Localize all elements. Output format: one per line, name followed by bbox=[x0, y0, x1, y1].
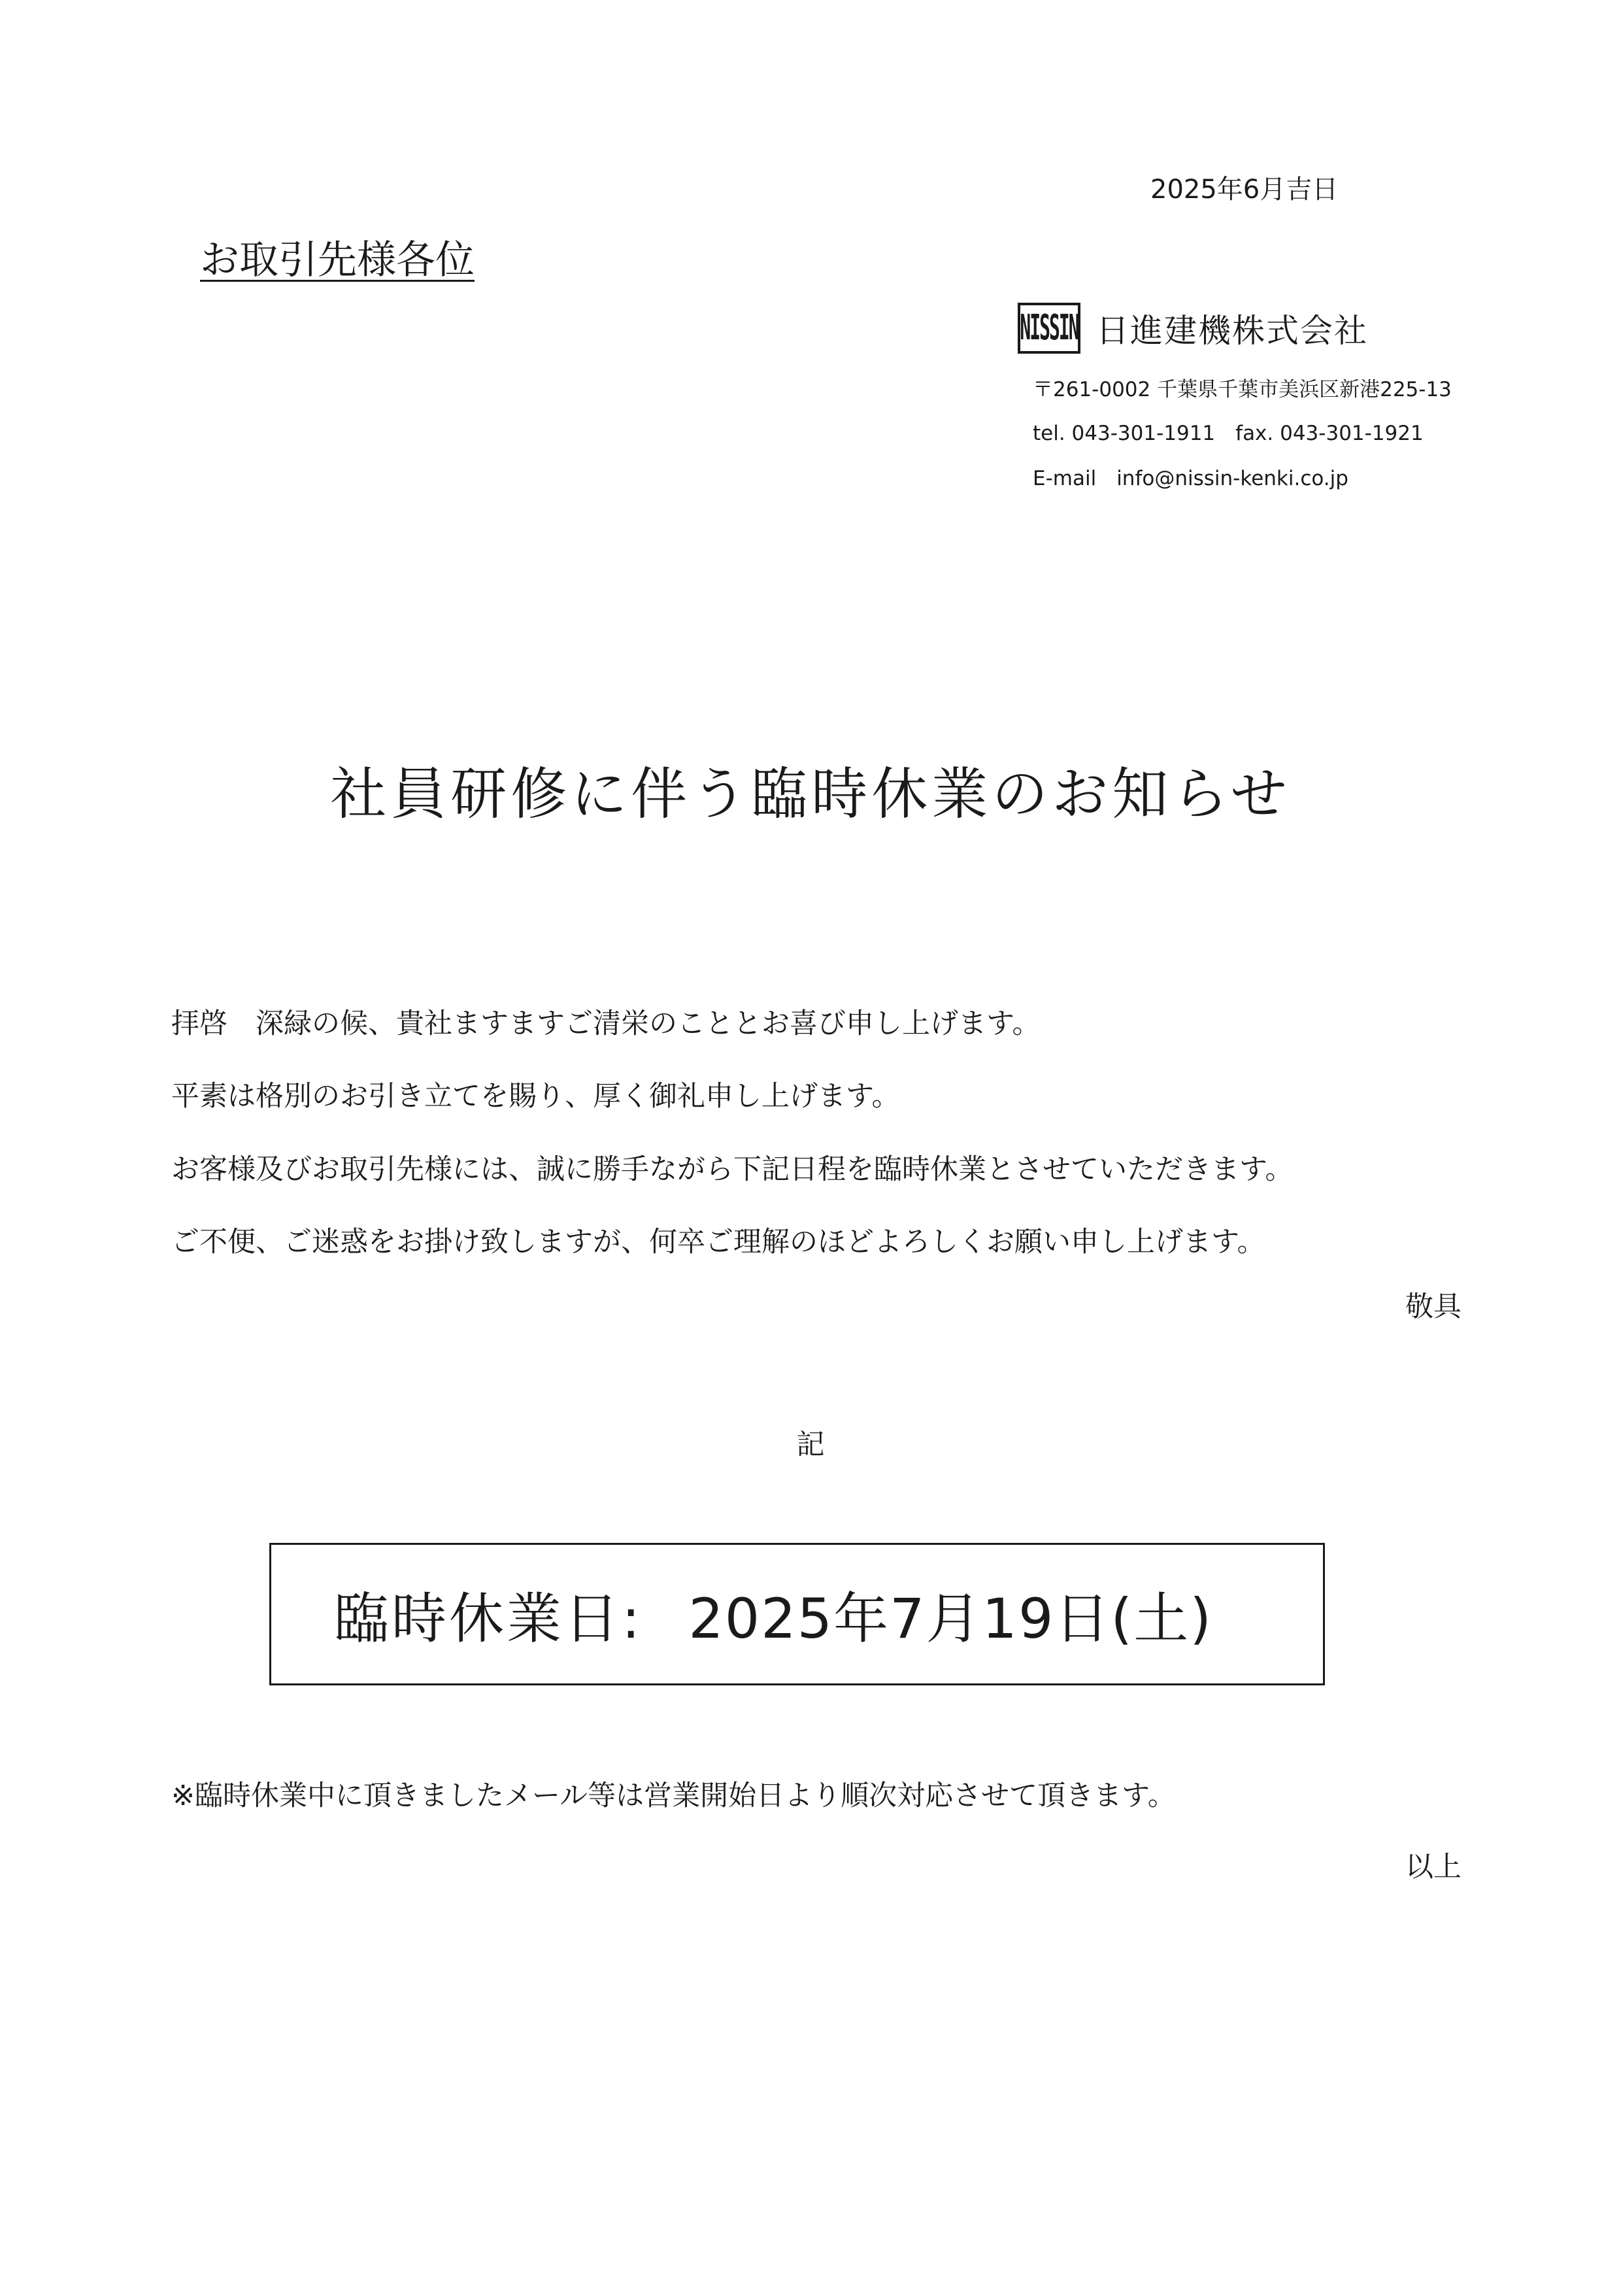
end-ijou: 以上 bbox=[1405, 1851, 1462, 1883]
company-email: E-mail info@nissin-kenki.co.jp bbox=[1033, 467, 1348, 490]
body-line-4: ご不便、ご迷惑をお掛け致しますが、何卒ご理解のほどよろしくお願い申し上げます。 bbox=[171, 1226, 1265, 1258]
page-title: 社員研修に伴う臨時休業のお知らせ bbox=[330, 762, 1291, 827]
company-name: 日進建機株式会社 bbox=[1096, 312, 1368, 350]
closing-keigu: 敬具 bbox=[1405, 1291, 1462, 1323]
body-line-1: 拝啓 深緑の候、貴社ますますご清栄のこととお喜び申し上げます。 bbox=[171, 1007, 1041, 1040]
closure-label: 臨時休業日: bbox=[334, 1586, 643, 1651]
closure-box bbox=[269, 1543, 1325, 1685]
company-tel-fax: tel. 043-301-1911 fax. 043-301-1921 bbox=[1033, 422, 1424, 445]
logo-text: NISSIN bbox=[1020, 307, 1078, 348]
ki-marker: 記 bbox=[796, 1428, 825, 1461]
body-line-2: 平素は格別のお引き立てを賜り、厚く御礼申し上げます。 bbox=[171, 1080, 900, 1113]
company-address: 〒261-0002 千葉県千葉市美浜区新港225-13 bbox=[1033, 378, 1452, 401]
email-note: ※臨時休業中に頂きましたメール等は営業開始日より順次対応させて頂きます。 bbox=[171, 1780, 1176, 1812]
document-date: 2025年6月吉日 bbox=[1150, 175, 1339, 205]
body-line-3: お客様及びお取引先様には、誠に勝手ながら下記日程を臨時休業とさせていただきます。 bbox=[171, 1153, 1294, 1186]
closure-date: 2025年7月19日(土) bbox=[688, 1586, 1212, 1651]
addressee: お取引先様各位 bbox=[200, 237, 475, 283]
nissin-logo-icon bbox=[1018, 303, 1080, 354]
company-header bbox=[1018, 303, 1368, 354]
